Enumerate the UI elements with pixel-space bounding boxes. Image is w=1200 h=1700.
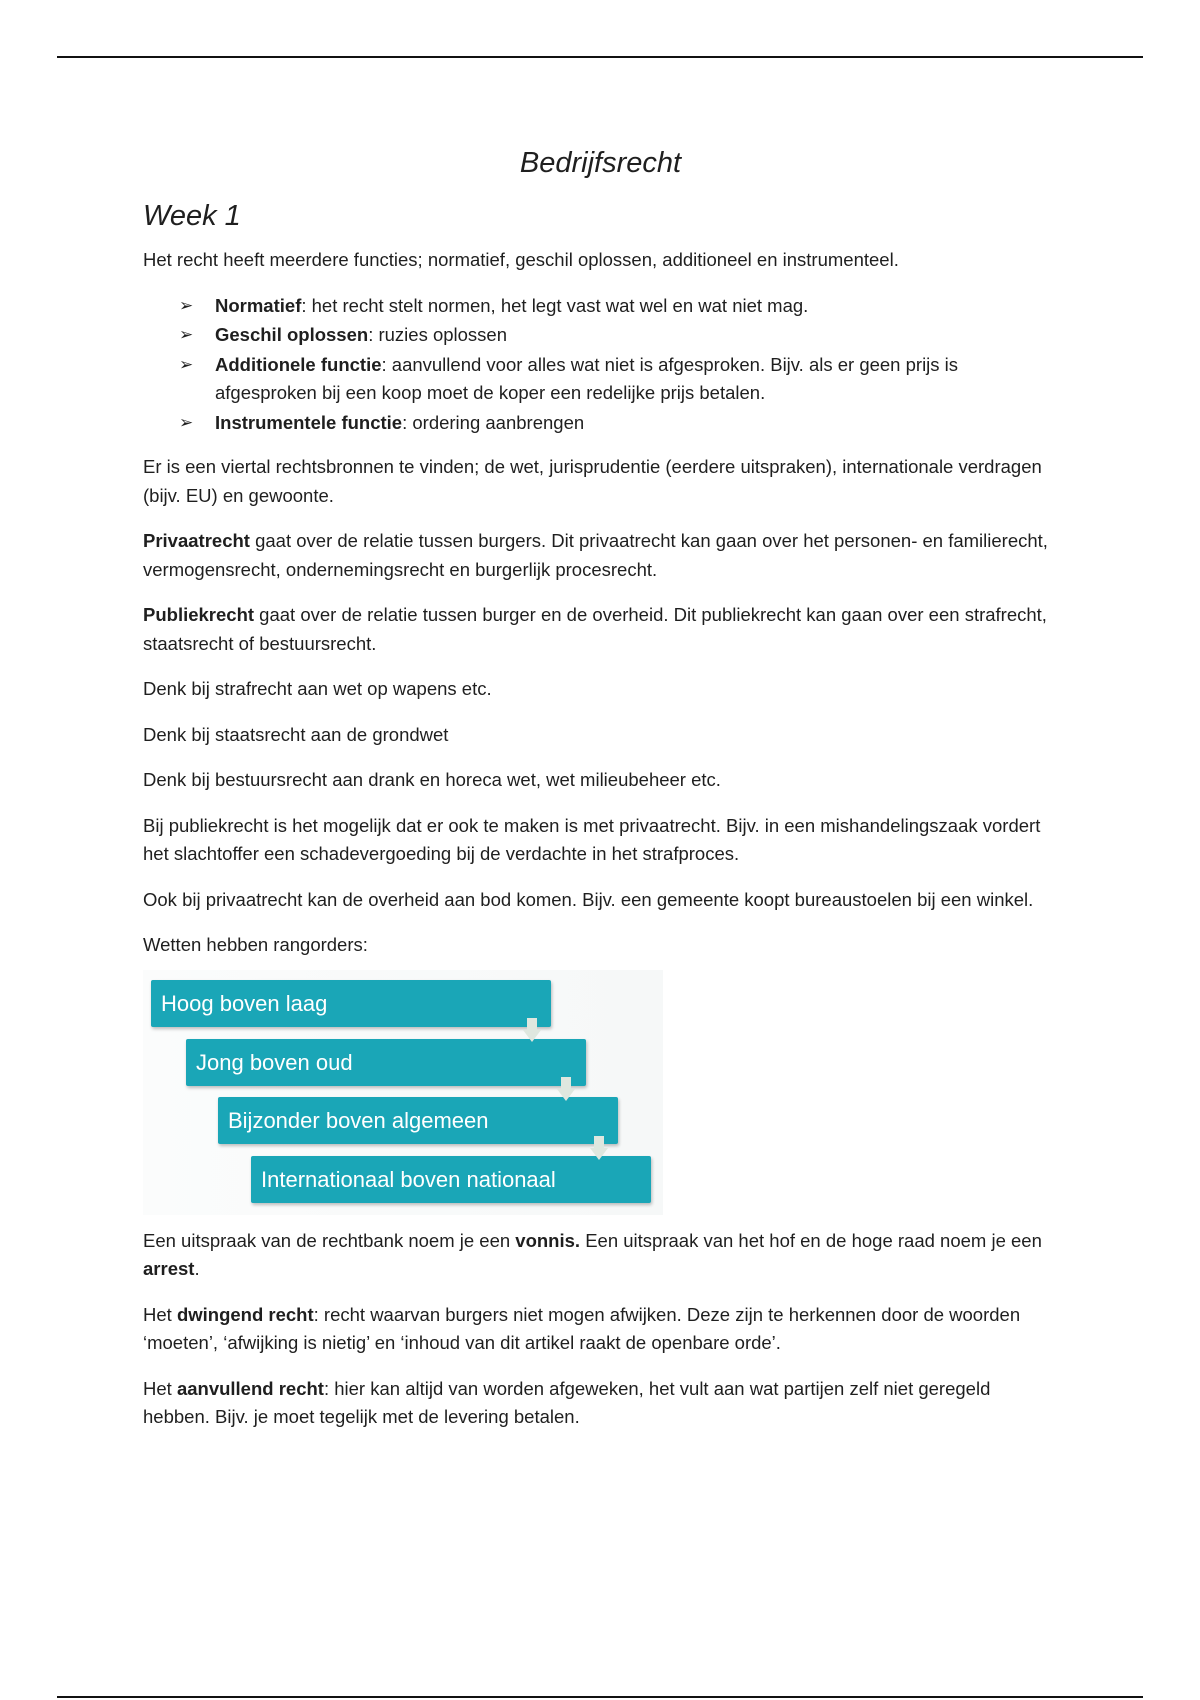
paragraph-text: Een uitspraak van de rechtbank noem je een <box>143 1229 516 1251</box>
list-item-term: Normatief <box>215 294 302 316</box>
list-item-text: : ruzies oplossen <box>368 324 508 345</box>
paragraph-text: . <box>194 1258 200 1279</box>
arrow-bullet-icon: ➢ <box>179 354 194 374</box>
list-item <box>179 409 1058 438</box>
constitutional-law-paragraph: Denk bij staatsrecht aan de grondwet <box>143 723 449 745</box>
public-private-paragraph: Bij publiekrecht is het mogelijk dat er ook te maken is met privaatrecht. Bijv. in een mishandelingszaak vordert het slachtoffer een schadevergoeding bij de verdachte in het strafproces. <box>143 814 1041 864</box>
public-law-paragraph <box>143 601 1058 658</box>
paragraph-text: : recht waarvan burgers niet mogen afwijken. Deze zijn te herkennen door de woorden ‘moeten’, ‘afwijking is nietig’ en ‘inhoud van dit artikel raakt de openbare orde’. <box>143 1303 1021 1353</box>
document-title: Bedrijfsrecht <box>519 147 682 179</box>
functions-list <box>143 292 1058 438</box>
term: aanvullend recht <box>176 1377 324 1399</box>
list-item-text: : aanvullend voor alles wat niet is afgesproken. Bijv. als er geen prijs is afgesproken bij een koop moet de koper een redelijke prijs betalen. <box>215 353 959 403</box>
down-arrow-icon <box>590 1136 608 1160</box>
top-rule <box>57 56 1143 58</box>
term: Publiekrecht <box>143 604 255 625</box>
list-item <box>179 292 1058 321</box>
rank-step-box: Internationaal boven nationaal <box>251 1156 651 1203</box>
paragraph-text: : hier kan altijd van worden afgeweken, het vult aan wat partijen zelf niet geregeld hebben. Bijv. je moet tegelijk met de levering betalen. <box>143 1377 991 1427</box>
criminal-law-paragraph: Denk bij strafrecht aan wet op wapens etc. <box>143 678 492 699</box>
rank-order-paragraph: Wetten hebben rangorders: <box>143 934 368 955</box>
arrow-bullet-icon: ➢ <box>179 325 194 344</box>
term: dwingend recht <box>176 1303 314 1325</box>
verdict-paragraph <box>143 1227 1058 1284</box>
down-arrow-icon <box>557 1077 575 1101</box>
term: arrest <box>143 1258 195 1279</box>
paragraph-text: Het <box>143 1377 177 1399</box>
paragraph-text: gaat over de relatie tussen burger en de overheid. Dit publiekrecht kan gaan over een strafrecht, staatsrecht of bestuursrecht. <box>143 604 1047 654</box>
government-paragraph: Ook bij privaatrecht kan de overheid aan bod komen. Bijv. een gemeente koopt bureaustoelen bij een winkel. <box>143 888 1034 910</box>
list-item-text: : het recht stelt normen, het legt vast wat wel en wat niet mag. <box>301 294 809 316</box>
arrow-bullet-icon: ➢ <box>179 295 194 315</box>
list-item <box>179 321 1058 350</box>
rank-order-diagram <box>143 970 663 1215</box>
list-item-text: : ordering aanbrengen <box>402 411 585 433</box>
mandatory-law-paragraph <box>143 1301 1058 1358</box>
document-body <box>143 140 1058 1449</box>
rank-step-box: Hoog boven laag <box>151 980 551 1027</box>
term: vonnis. <box>515 1229 581 1251</box>
list-item-term: Instrumentele functie <box>215 411 403 433</box>
rank-step-box: Jong boven oud <box>186 1039 586 1086</box>
supplementary-law-paragraph <box>143 1375 1058 1432</box>
list-item-term: Additionele functie <box>215 353 382 375</box>
week-heading: Week 1 <box>143 200 241 232</box>
term: Privaatrecht <box>143 530 250 551</box>
list-item-term: Geschil oplossen <box>215 324 369 345</box>
administrative-law-paragraph: Denk bij bestuursrecht aan drank en horeca wet, wet milieubeheer etc. <box>143 769 721 790</box>
bottom-rule <box>57 1696 1143 1698</box>
intro-paragraph: Het recht heeft meerdere functies; normatief, geschil oplossen, additioneel en instrumenteel. <box>143 249 899 270</box>
sources-paragraph: Er is een viertal rechtsbronnen te vinden; de wet, jurisprudentie (eerdere uitspraken), internationale verdragen (bijv. EU) en gewoonte. <box>143 456 1042 506</box>
paragraph-text: gaat over de relatie tussen burgers. Dit privaatrecht kan gaan over het personen- en familierecht, vermogensrecht, ondernemingsrecht en burgerlijk procesrecht. <box>143 530 1048 580</box>
paragraph-text: Het <box>143 1303 177 1325</box>
private-law-paragraph <box>143 527 1058 584</box>
down-arrow-icon <box>523 1018 541 1042</box>
paragraph-text: Een uitspraak van het hof en de hoge raad noem je een <box>580 1229 1042 1251</box>
list-item <box>179 351 1058 408</box>
arrow-bullet-icon: ➢ <box>179 412 194 432</box>
rank-step-box: Bijzonder boven algemeen <box>218 1097 618 1144</box>
